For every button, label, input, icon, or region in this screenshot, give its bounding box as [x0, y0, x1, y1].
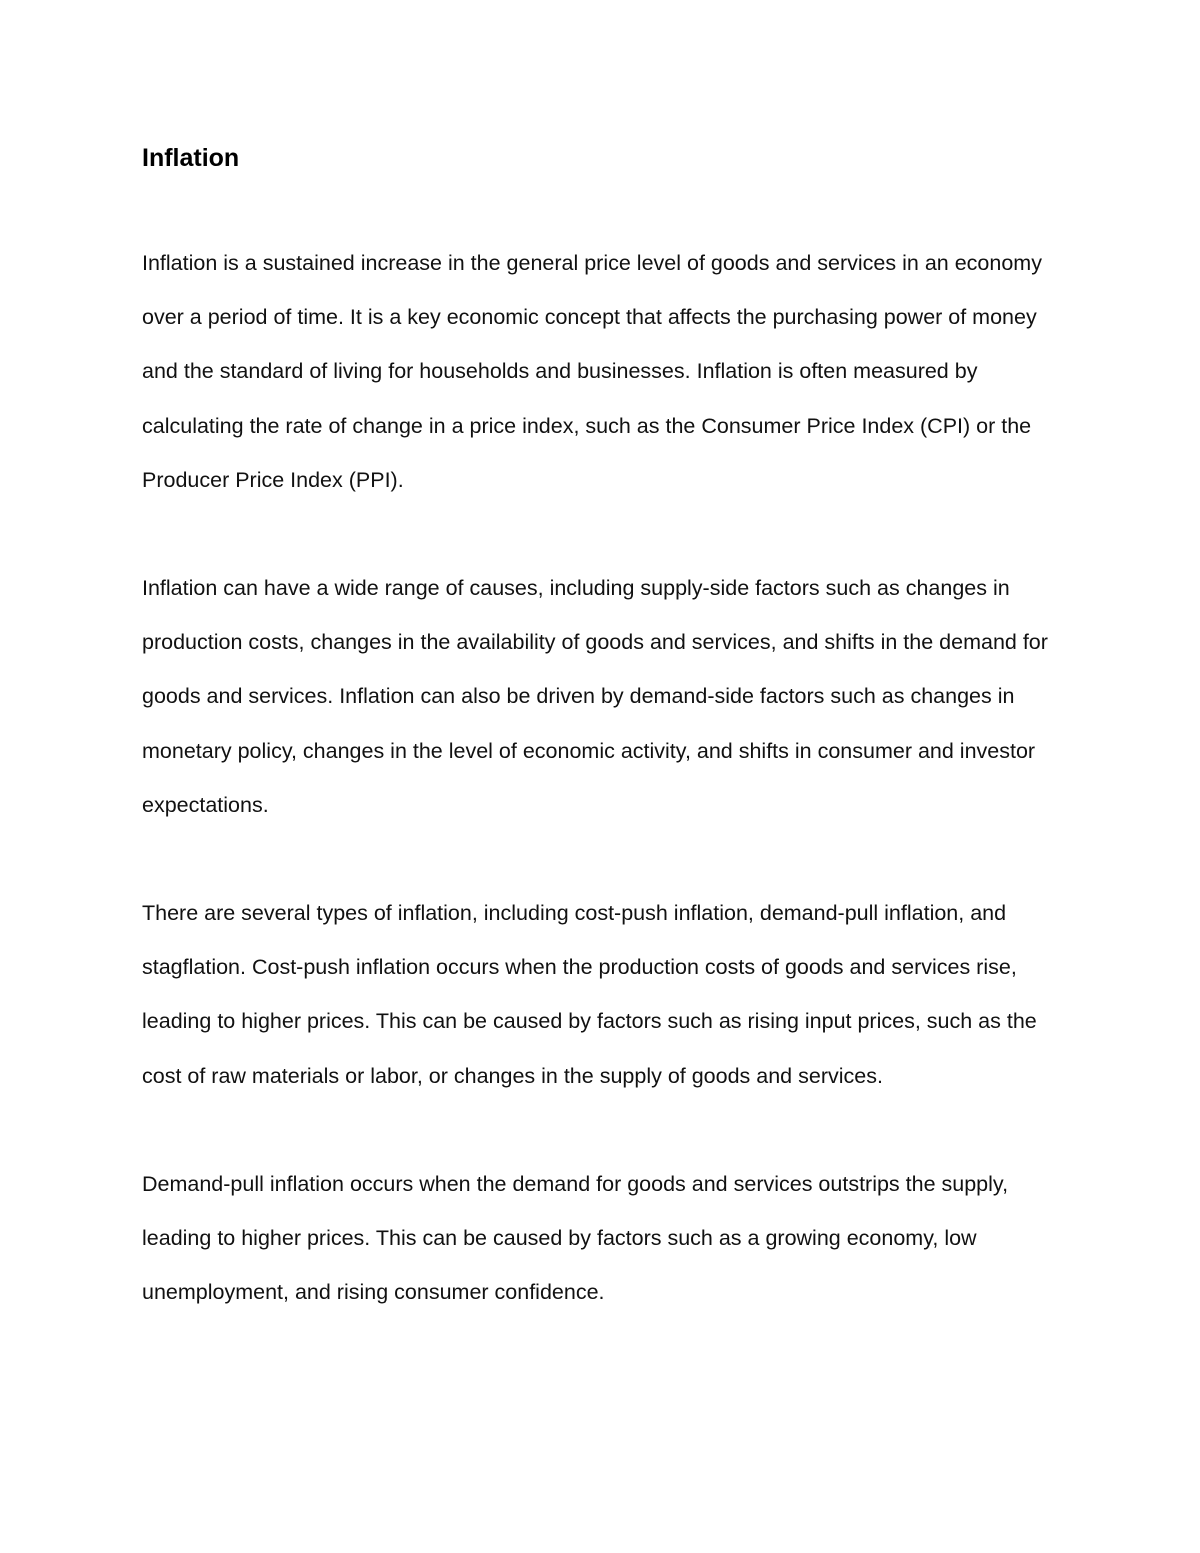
paragraph-causes: Inflation can have a wide range of causes, including supply-side factors such as changes in production costs, changes in the availability of goods and services, and shifts in the demand for goods and services. Inflation can also be driven by demand-side factors such as changes in monetary policy, changes in the level of economic activity, and shifts in consumer and investor expectations.: [142, 576, 1048, 817]
paragraph-definition: Inflation is a sustained increase in the general price level of goods and services in an economy over a period of time. It is a key economic concept that affects the purchasing power of money and the standard of living for households and businesses. Inflation is often measured by calculating the rate of change in a price index, such as the Consumer Price Index (CPI) or the Producer Price Index (PPI).: [142, 251, 1042, 492]
paragraph-spacing: [142, 832, 1060, 886]
paragraph-spacing: [142, 507, 1060, 561]
paragraph-demand-pull: Demand-pull inflation occurs when the demand for goods and services outstrips the supply, leading to higher prices. This can be caused by factors such as a growing economy, low unemployment, and rising consumer confidence.: [142, 1171, 1009, 1305]
document-body: [142, 134, 1060, 1319]
title-spacing: [142, 182, 1060, 236]
document-title: Inflation: [142, 144, 240, 172]
paragraph-spacing: [142, 1103, 1060, 1157]
paragraph-types: There are several types of inflation, including cost-push inflation, demand-pull inflation, and stagflation. Cost-push inflation occurs when the production costs of goods and services rise, leading to higher prices. This can be caused by factors such as rising input prices, such as the cost of raw materials or labor, or changes in the supply of goods and services.: [142, 901, 1037, 1088]
